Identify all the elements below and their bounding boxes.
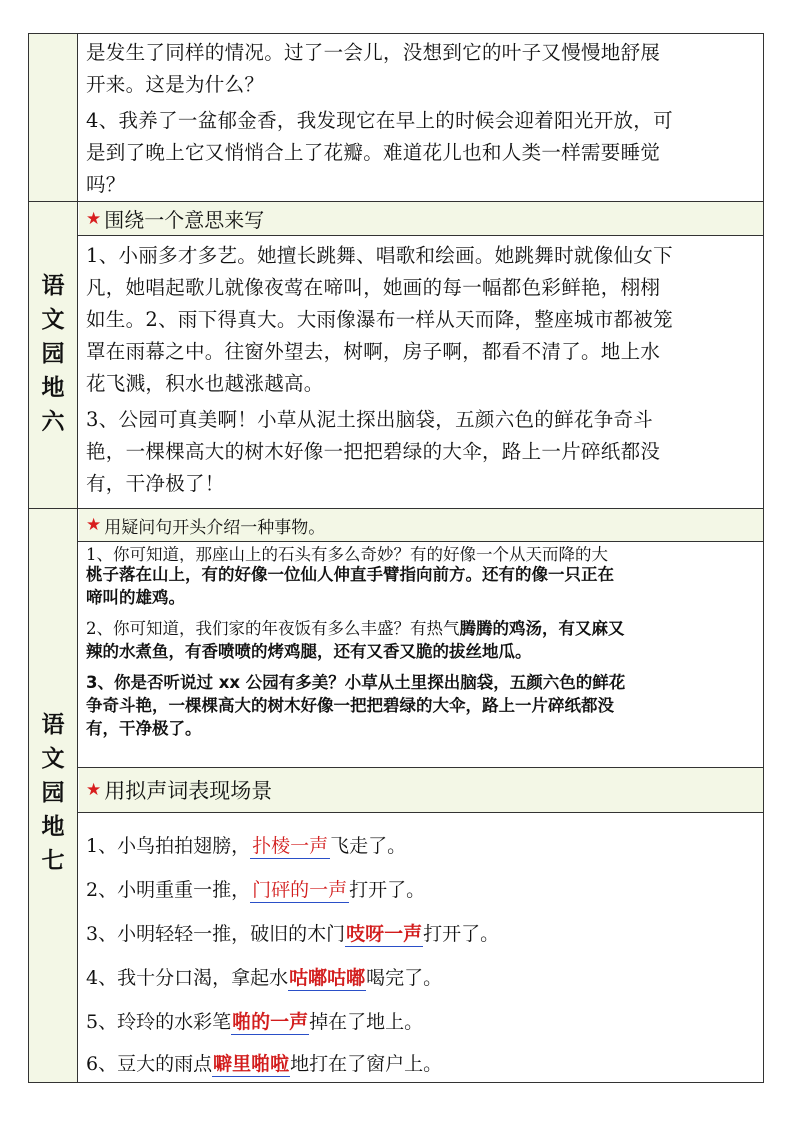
- list-item: [86, 831, 406, 858]
- text-line: 1、小丽多才多艺。她擅长跳舞、唱歌和绘画。她跳舞时就像仙女下: [86, 244, 673, 267]
- section7-heading2: [79, 768, 763, 812]
- item-answer: 咕嘟咕嘟: [289, 967, 366, 989]
- label-char: 文: [41, 307, 65, 333]
- text-line: 是到了晚上它又悄悄合上了花瓣。难道花儿也和人类一样需要睡觉: [86, 141, 661, 164]
- item-prefix: 5、玲玲的水彩笔: [86, 1011, 232, 1033]
- section6-body: [79, 236, 763, 508]
- text-line: 有，干净极了。: [86, 719, 202, 738]
- text-line: 辣的水煮鱼，有香喷喷的烤鸡腿，还有又香又脆的拔丝地瓜。: [86, 642, 532, 661]
- side-cell-empty: [29, 34, 78, 201]
- text-line: 3、公园可真美啊！小草从泥土探出脑袋，五颜六色的鲜花争奇斗: [86, 408, 654, 431]
- text-line: 1、你可知道，那座山上的石头有多么奇妙？有的好像一个从天而降的大: [86, 545, 608, 563]
- text-line: 桃子落在山上，有的好像一位仙人伸直手臂指向前方。还有的像一只正在: [86, 565, 614, 584]
- item-answer: 扑棱一声: [252, 835, 329, 857]
- text-line: 啼叫的雄鸡。: [86, 588, 185, 607]
- text-line: 4、我养了一盆郁金香，我发现它在早上的时候会迎着阳光开放，可: [86, 109, 673, 132]
- item-suffix: 喝完了。: [366, 967, 443, 989]
- text-line: 3、你是否听说过 xx 公园有多美？小草从土里探出脑袋，五颜六色的鲜花: [86, 673, 626, 692]
- label-char: 地: [41, 814, 65, 840]
- red-star-icon: ★: [86, 780, 102, 800]
- text-line: [86, 617, 757, 640]
- list-item: [86, 1007, 423, 1034]
- section6-heading-text: 围绕一个意思来写: [104, 208, 265, 232]
- label-char: 六: [41, 409, 65, 435]
- item-answer: 门砰的一声: [252, 879, 348, 901]
- red-star-icon: ★: [86, 515, 102, 535]
- red-star-icon: ★: [86, 208, 102, 229]
- list-item: [86, 1049, 442, 1076]
- item-prefix: 4、我十分口渴，拿起水: [86, 967, 289, 989]
- list-item: [86, 875, 425, 902]
- side-cell-section6: [29, 201, 78, 508]
- item-prefix: 1、小鸟拍拍翅膀，: [86, 835, 251, 857]
- content-table: [28, 33, 764, 1083]
- label-char: 园: [41, 780, 65, 806]
- side-cell-section7: [29, 508, 78, 1082]
- section7-heading1-text: 用疑问句开头介绍一种事物。: [104, 517, 326, 538]
- item-suffix: 打开了。: [349, 879, 426, 901]
- text-line: 罩在雨幕之中。往窗外望去，树啊，房子啊，都看不清了。地上水: [86, 340, 661, 363]
- item-suffix: 地打在了窗户上。: [290, 1053, 443, 1075]
- item-prefix: 2、小明重重一推，: [86, 879, 251, 901]
- text-line: 有，干净极了！: [86, 472, 225, 495]
- text-line: 凡，她唱起歌儿就像夜莺在啼叫，她画的每一幅都色彩鲜艳，栩栩: [86, 276, 661, 299]
- label-char: 语: [41, 273, 65, 299]
- list-item: [86, 963, 442, 990]
- section6-label: [29, 269, 77, 439]
- item-answer: 噼里啪啦: [213, 1053, 290, 1075]
- text-line: 花飞溅，积水也越涨越高。: [86, 372, 324, 395]
- section7-heading2-text: 用拟声词表现场景: [104, 779, 273, 803]
- text-line: 是发生了同样的情况。过了一会儿，没想到它的叶子又慢慢地舒展: [86, 41, 661, 64]
- list-item: [86, 919, 499, 946]
- text-line: 吗？: [86, 173, 126, 196]
- label-char: 七: [41, 848, 65, 874]
- text-line: 如生。2、雨下得真大。大雨像瀑布一样从天而降，整座城市都被笼: [86, 308, 673, 331]
- text-segment-bold: 腾腾的鸡汤，有又麻又: [459, 619, 625, 638]
- label-char: 语: [41, 712, 65, 738]
- section7-heading1: [79, 509, 763, 541]
- item-answer: 吱呀一声: [346, 923, 423, 945]
- item-prefix: 3、小明轻轻一推，破旧的木门: [86, 923, 346, 945]
- top-text-cell: [79, 34, 763, 201]
- item-prefix: 6、豆大的雨点: [86, 1053, 213, 1075]
- label-char: 文: [41, 746, 65, 772]
- text-line: 争奇斗艳，一棵棵高大的树木好像一把把碧绿的大伞，路上一片碎纸都没: [86, 696, 614, 715]
- item-suffix: 掉在了地上。: [309, 1011, 424, 1033]
- text-line: 开来。这是为什么？: [86, 73, 265, 96]
- item-suffix: 飞走了。: [330, 835, 407, 857]
- item-suffix: 打开了。: [423, 923, 500, 945]
- section7-paragraphs: [79, 542, 763, 767]
- label-char: 地: [41, 375, 65, 401]
- text-line: 艳，一棵棵高大的树木好像一把把碧绿的大伞，路上一片碎纸都没: [86, 440, 661, 463]
- label-char: 园: [41, 341, 65, 367]
- item-answer: 啪的一声: [232, 1011, 309, 1033]
- section6-heading: [79, 202, 763, 235]
- onomatopoeia-list: [79, 813, 763, 1082]
- text-segment: 2、你可知道，我们家的年夜饭有多么丰盛？有热气: [86, 619, 460, 638]
- section7-label: [29, 708, 77, 878]
